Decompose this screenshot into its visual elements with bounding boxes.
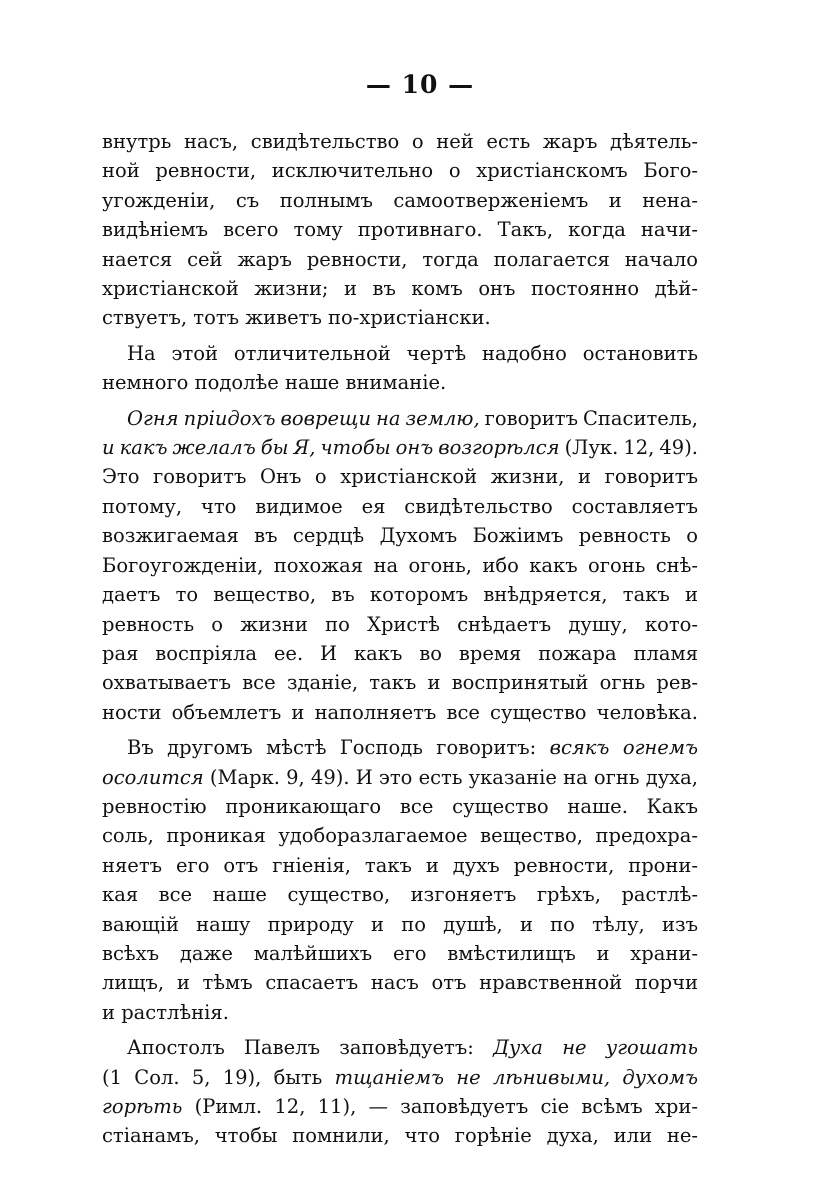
paragraph — [102, 339, 698, 398]
page-number: — 10 — — [365, 70, 475, 99]
text-line: ной ревности, исключительно о христіанскомъ Бого- — [102, 159, 698, 183]
text-line: угожденіи, съ полнымъ самоотверженіемъ и нена- — [102, 188, 698, 212]
text-line: стіанамъ, чтобы помнили, что горѣніе духа, или не- — [102, 1124, 698, 1148]
scripture-quote: Духа не угошать — [493, 1036, 698, 1060]
text-line: христіанской жизни; и въ комъ онъ постоянно дѣй- — [102, 277, 698, 301]
paragraph — [102, 404, 698, 727]
body-text — [102, 127, 698, 1157]
paragraph — [102, 1033, 698, 1151]
text-line: Огня пріидохъ воврещи на землю, говоритъ Спаситель, — [127, 406, 698, 430]
text-line: потому, что видимое ея свидѣтельство составляетъ — [102, 494, 698, 518]
scripture-quote: и какъ желалъ бы Я, чтобы онъ возгорѣлся — [102, 436, 560, 460]
text-line: даетъ то вещество, въ которомъ внѣдряется, такъ и — [102, 583, 698, 607]
text-line: лищъ, и тѣмъ спасаетъ насъ отъ нравственной порчи — [102, 971, 698, 995]
scripture-quote: осолится — [102, 765, 204, 789]
paragraph — [102, 733, 698, 1027]
scripture-quote: тщаніемъ не лѣнивыми, духомъ — [334, 1065, 698, 1089]
text-line: ствуетъ, тотъ живетъ по-христіански. — [102, 306, 491, 330]
text-line: ности объемлетъ и наполняетъ все существо человѣка. — [102, 700, 698, 724]
text-line: На этой отличительной чертѣ надобно остановить — [127, 341, 698, 365]
text-line: возжигаемая въ сердцѣ Духомъ Божіимъ ревность о — [102, 524, 698, 548]
text-line: Въ другомъ мѣстѣ Господь говоритъ: всякъ огнемъ — [127, 736, 698, 760]
text-line: нается сей жаръ ревности, тогда полагается начало — [102, 247, 698, 271]
text-line: Богоугожденіи, похожая на огонь, ибо какъ огонь снѣ- — [102, 553, 698, 577]
scripture-quote: горѣть — [102, 1095, 183, 1118]
text-line: внутрь насъ, свидѣтельство о ней есть жаръ дѣятель- — [102, 130, 698, 153]
text-line: и какъ желалъ бы Я, чтобы онъ возгорѣлся (Лук. 12, 49). — [102, 436, 698, 460]
text-line: охватываетъ все зданіе, такъ и воспринятый огнь рев- — [102, 671, 698, 695]
text-line: соль, проникая удоборазлагаемое вещество, предохра- — [102, 824, 698, 848]
scripture-quote: всякъ огнемъ — [549, 736, 698, 760]
text-line: видѣніемъ всего тому противнаго. Такъ, когда начи- — [102, 218, 698, 242]
text-line: всѣхъ даже малѣйшихъ его вмѣстилищъ и храни- — [102, 941, 698, 965]
text-line: немного подолѣе наше вниманіе. — [102, 371, 447, 395]
text-line: Это говоритъ Онъ о христіанской жизни, и говоритъ — [102, 465, 698, 489]
text-line: горѣть (Римл. 12, 11), — заповѣдуетъ сіе всѣмъ хри- — [102, 1095, 698, 1118]
text-line: ревностію проникающаго все существо наше. Какъ — [102, 794, 698, 818]
scripture-quote: Огня пріидохъ воврещи на землю, — [127, 406, 480, 430]
text-line: (1 Сол. 5, 19), быть тщаніемъ не лѣнивыми, духомъ — [102, 1065, 698, 1089]
text-line: кая все наше существо, изгоняетъ грѣхъ, растлѣ- — [102, 883, 698, 907]
text-line: Апостолъ Павелъ заповѣдуетъ: Духа не угошать — [127, 1036, 698, 1060]
text-line: и растлѣнія. — [102, 1000, 229, 1024]
text-line: осолится (Марк. 9, 49). И это есть указаніе на огнь духа, — [102, 765, 698, 789]
text-line: рая воспріяла ее. И какъ во время пожара пламя — [102, 641, 698, 665]
paragraph — [102, 127, 698, 333]
text-line: ревность о жизни по Христѣ снѣдаетъ душу, кото- — [102, 612, 698, 636]
text-line: вающій нашу природу и по душѣ, и по тѣлу, изъ — [102, 912, 698, 936]
text-line: няетъ его отъ гніенія, такъ и духъ ревности, прони- — [102, 853, 698, 877]
